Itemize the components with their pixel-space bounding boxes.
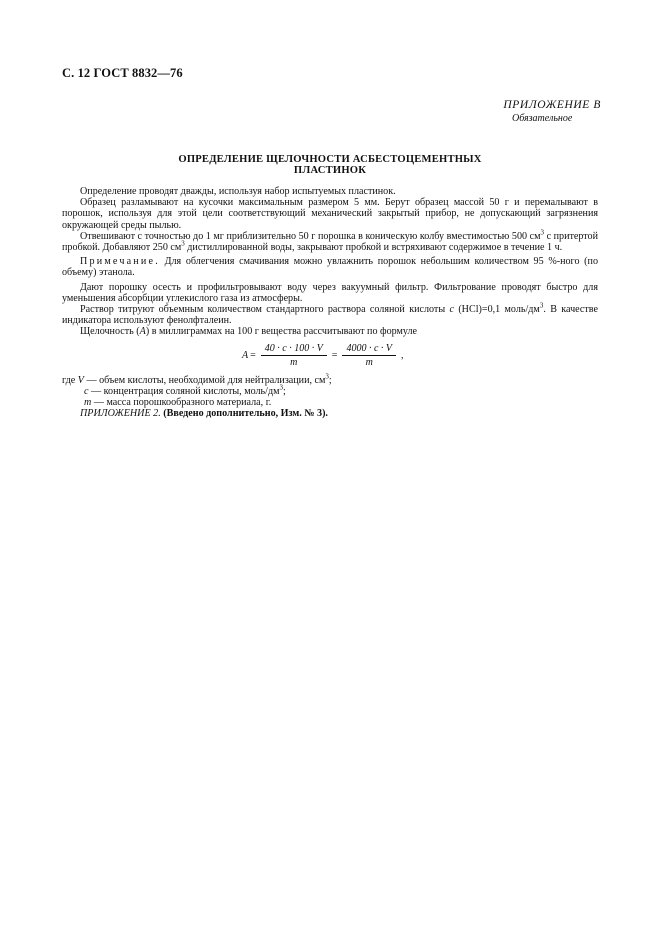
formula-lhs: A — [242, 349, 249, 361]
where-lead: где — [62, 374, 78, 386]
note-text: Для облегчения смачивания можно увлажнить порошок небольшим количеством 95 %-ного (по объему) этанола. — [62, 256, 598, 279]
section-title — [62, 154, 598, 176]
fraction-1-numerator: 40 · c · 100 · V — [261, 342, 327, 356]
def-c: c — концентрация соляной кислоты, моль/$дм^3$; — [84, 383, 286, 397]
p3-exp-2: 3 — [181, 239, 185, 248]
fraction-1 — [261, 342, 327, 369]
formula-eq-2: = — [331, 349, 338, 361]
note-paragraph — [62, 256, 598, 278]
paragraph-3 — [62, 228, 599, 254]
p3-part-c: дистиллированной воды, закрывают пробкой и встряхивают содержимое в течение 1 ч. — [184, 242, 563, 254]
document-body — [62, 186, 598, 419]
def-m-text: — масса порошкообразного материала, г. — [91, 397, 272, 409]
p6-part-a: Щелочность ( — [80, 326, 140, 338]
p3-part-b: с притертой пробкой. Добавляют 250 см — [62, 230, 599, 254]
def-v-text: — объем кислоты, необходимой для нейтрализации, см — [83, 374, 326, 386]
p6-part-b: ) в миллиграммах на 100 г вещества рассчитывают по формуле — [145, 326, 418, 338]
def-v-symbol: V — [77, 374, 84, 386]
p5-part-c: . В качестве индикатора используют фенолфталеин. — [62, 304, 598, 327]
p3-part-a: Отвешивают с точностью до 1 мг приблизительно 50 г порошка в коническую колбу вместимостью 500 см — [80, 230, 541, 242]
title-line-1: ОПРЕДЕЛЕНИЕ ЩЕЛОЧНОСТИ АСБЕСТОЦЕМЕНТНЫХ — [178, 154, 482, 165]
p3-exp-1: 3 — [540, 228, 544, 237]
paragraph-2: Образец разламывают на кусочки максимальным размером 5 мм. Берут образец массой 50 г и перемалывают в порошок, используя для этой цели соответствующий механический закрытый прибор, не допускающий загрязнения окружающей среды пылью. — [62, 197, 598, 231]
formula-tail: , — [400, 349, 404, 361]
amendment-text: (Введено дополнительно, Изм. № 3). — [163, 408, 328, 420]
title-line-2: ПЛАСТИНОК — [293, 165, 367, 176]
def-m — [62, 397, 598, 408]
fraction-2 — [342, 342, 396, 369]
appendix-title: ПРИЛОЖЕНИЕ В — [503, 99, 601, 111]
paragraph-4: Дают порошку осесть и профильтровывают воду через вакуумный фильтр. Фильтрование проводят быстро для уменьшения абсорбции углекислого газа из атмосферы. — [62, 281, 598, 304]
paragraph-6 — [62, 326, 598, 337]
paragraph-5 — [62, 301, 598, 327]
symbol-a: A — [139, 326, 146, 338]
fraction-2-denominator: m — [365, 356, 373, 368]
def-c-exp: 3 — [279, 383, 283, 392]
def-v-exp: 3 — [325, 372, 329, 381]
amendment-label: ПРИЛОЖЕНИЕ 2. — [80, 408, 161, 420]
alkalinity-formula — [242, 342, 598, 369]
p5-part-a: Раствор титруют объемным количеством стандартного раствора соляной кислоты — [80, 304, 450, 316]
variable-definitions — [62, 372, 598, 409]
def-v: где V — объем кислоты, необходимой для нейтрализации, $см^3$; — [62, 372, 332, 386]
appendix-status: Обязательное — [512, 113, 573, 124]
def-c-text: — концентрация соляной кислоты, моль/дм — [88, 385, 280, 397]
fraction-2-numerator: 4000 · c · V — [342, 342, 396, 356]
def-m-symbol: m — [84, 397, 92, 409]
page-header: С. 12 ГОСТ 8832—76 — [62, 66, 183, 80]
amendment-note — [62, 408, 598, 419]
note-label: Примечание. — [80, 256, 160, 268]
formula-eq-1: = — [250, 349, 256, 361]
p5-exp: 3 — [539, 301, 544, 310]
fraction-1-denominator: m — [290, 356, 298, 368]
p5-part-b: (HCl)=0,1 моль/дм — [453, 304, 540, 316]
def-c-symbol: c — [84, 385, 89, 397]
symbol-c: c — [449, 304, 454, 316]
paragraph-1: Определение проводят дважды, используя набор испытуемых пластинок. — [80, 186, 396, 197]
